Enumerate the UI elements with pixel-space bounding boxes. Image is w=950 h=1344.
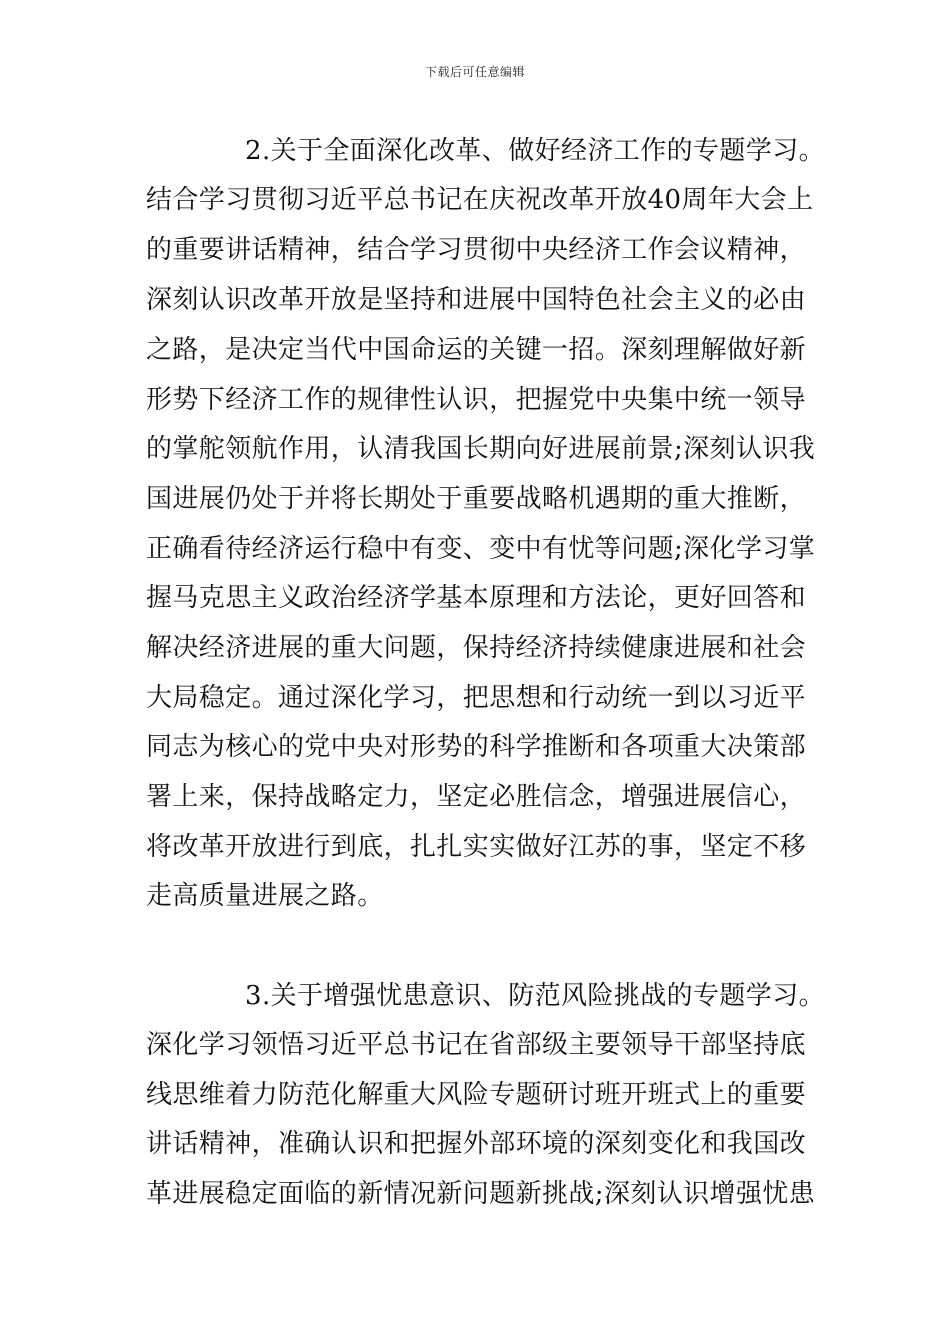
section-3-line-2: 深化学习领悟习近平总书记在省部级主要领导干部坚持底 [146,1030,807,1060]
section-2-line-16: 走高质量进展之路。 [146,881,384,911]
section-2-line-6: 形势下经济工作的规律性认识，把握党中央集中统一领导 [146,385,807,415]
section-2-line-2: 结合学习贯彻习近平总书记在庆祝改革开放40周年大会上 [146,185,814,215]
section-2-line-7: 的掌舵领航作用，认清我国长期向好进展前景;深刻认识我 [146,434,816,464]
section-3-line-5: 革进展稳定面临的新情况新问题新挑战;深刻认识增强忧患 [146,1179,816,1209]
section-2-line-5: 之路，是决定当代中国命运的关键一招。深刻理解做好新 [146,335,807,365]
page-header: 下载后可任意编辑 [424,65,525,79]
section-2-line-4: 深刻认识改革开放是坚持和进展中国特色社会主义的必由 [146,285,807,315]
section-2-line-13: 同志为核心的党中央对形势的科学推断和各项重大决策部 [146,732,807,762]
section-2-line-15: 将改革开放进行到底，扎扎实实做好江苏的事，坚定不移 [146,832,807,862]
section-2-line-10: 握马克思主义政治经济学基本原理和方法论，更好回答和 [146,583,807,613]
section-2-line-3: 的重要讲话精神，结合学习贯彻中央经济工作会议精神， [146,235,807,265]
section-2-line-12: 大局稳定。通过深化学习，把思想和行动统一到以习近平 [146,683,807,713]
section-3-line-3: 线思维着力防范化解重大风险专题研讨班开班式上的重要 [146,1080,807,1110]
section-2-line-9: 正确看待经济运行稳中有变、变中有忧等问题;深化学习掌 [146,534,816,564]
section-3-line-4: 讲话精神，准确认识和把握外部环境的深刻变化和我国改 [146,1129,807,1159]
section-2-line-1: 2.关于全面深化改革、做好经济工作的专题学习。 [245,136,826,166]
section-2-line-14: 署上来，保持战略定力，坚定必胜信念，增强进展信心， [146,782,807,812]
section-3-line-1: 3.关于增强忧患意识、防范风险挑战的专题学习。 [245,981,826,1011]
section-2-line-8: 国进展仍处于并将长期处于重要战略机遇期的重大推断， [146,484,807,514]
section-2-line-11: 解决经济进展的重大问题，保持经济持续健康进展和社会 [146,633,807,663]
